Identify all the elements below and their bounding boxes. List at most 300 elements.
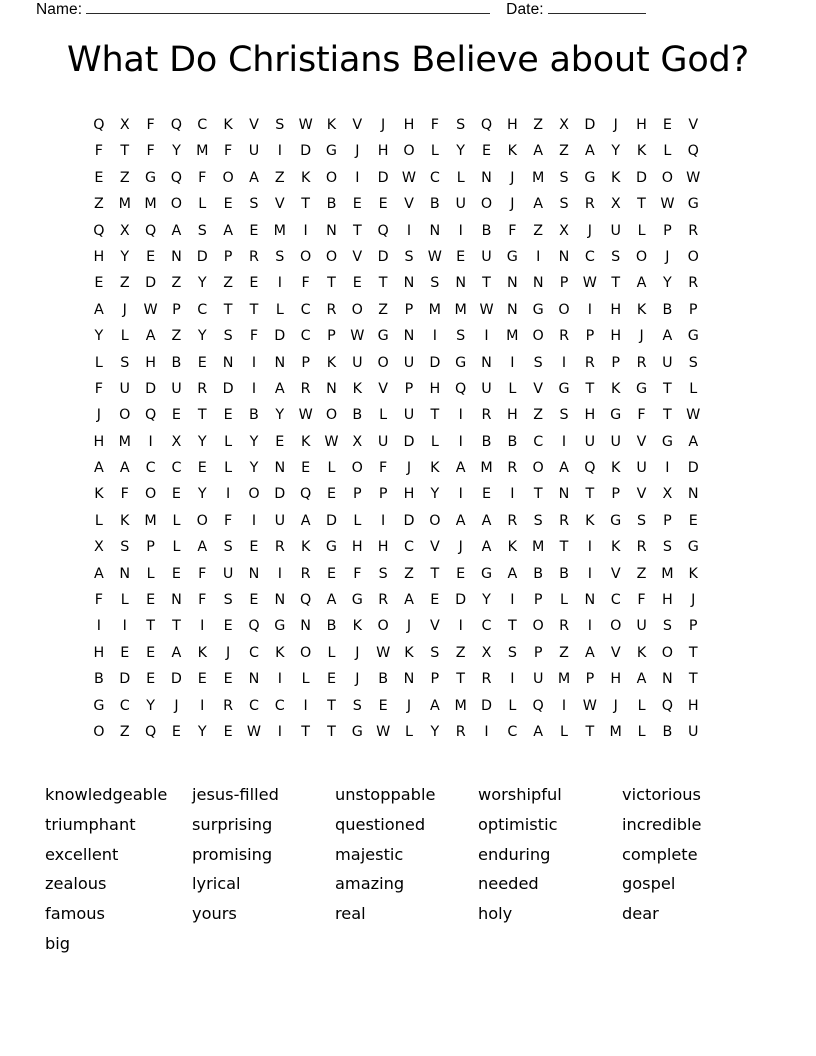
grid-cell[interactable]: P [301, 354, 310, 371]
grid-cell[interactable]: S [559, 407, 569, 424]
grid-cell[interactable]: U [481, 248, 492, 265]
grid-cell[interactable]: V [352, 248, 363, 265]
grid-cell[interactable]: O [429, 512, 441, 529]
grid-cell[interactable]: I [381, 512, 386, 529]
grid-cell[interactable]: D [377, 169, 389, 186]
grid-cell[interactable]: G [687, 328, 699, 345]
grid-cell[interactable] [706, 561, 732, 587]
grid-cell[interactable]: F [223, 512, 233, 529]
grid-cell[interactable]: R [559, 618, 569, 635]
grid-cell[interactable]: D [274, 486, 286, 503]
grid-cell[interactable]: R [636, 539, 647, 556]
grid-cell[interactable]: A [636, 275, 647, 292]
grid-cell[interactable]: P [559, 275, 569, 292]
grid-cell[interactable]: I [303, 697, 308, 714]
grid-cell[interactable]: S [507, 644, 517, 661]
grid-cell[interactable]: O [661, 644, 674, 661]
grid-cell[interactable]: G [532, 301, 544, 318]
grid-cell[interactable]: H [403, 117, 415, 133]
grid-cell[interactable]: Z [559, 143, 569, 160]
grid-cell[interactable]: Q [170, 169, 183, 186]
grid-cell[interactable]: T [456, 671, 466, 688]
grid-cell[interactable]: A [274, 380, 285, 397]
grid-cell[interactable]: K [352, 380, 362, 397]
grid-cell[interactable]: W [143, 301, 158, 318]
grid-cell[interactable]: O [661, 169, 674, 186]
grid-cell[interactable]: W [246, 723, 262, 740]
grid-cell[interactable]: Z [378, 301, 389, 318]
grid-cell[interactable]: R [507, 460, 518, 477]
grid-cell[interactable] [706, 112, 732, 138]
grid-cell[interactable]: G [506, 248, 518, 265]
grid-cell[interactable]: H [687, 697, 699, 714]
grid-cell[interactable]: A [326, 592, 337, 609]
grid-cell[interactable]: I [277, 565, 282, 582]
grid-cell[interactable]: D [481, 697, 493, 714]
grid-cell[interactable]: E [94, 275, 104, 292]
grid-cell[interactable]: C [610, 592, 621, 609]
grid-cell[interactable]: W [324, 433, 339, 450]
grid-cell[interactable]: T [378, 275, 388, 292]
grid-cell[interactable]: R [326, 301, 337, 318]
grid-cell[interactable]: E [456, 565, 466, 582]
grid-cell[interactable] [706, 323, 732, 349]
grid-cell[interactable]: A [171, 222, 182, 239]
grid-cell[interactable]: R [559, 328, 569, 345]
grid-cell[interactable]: B [94, 671, 104, 688]
grid-cell[interactable]: K [611, 539, 621, 556]
grid-cell[interactable]: D [429, 354, 441, 371]
word-list-item[interactable]: yours [192, 904, 237, 924]
grid-cell[interactable] [706, 640, 732, 666]
word-list-item[interactable]: surprising [192, 814, 273, 834]
grid-cell[interactable]: Q [377, 222, 389, 239]
grid-cell[interactable]: F [353, 565, 362, 582]
grid-cell[interactable]: Y [430, 486, 440, 503]
grid-cell[interactable]: K [326, 354, 337, 371]
grid-cell[interactable]: U [610, 433, 621, 450]
word-list-item[interactable]: jesus-filled [192, 785, 279, 804]
word-list-item[interactable]: excellent [45, 844, 119, 864]
grid-cell[interactable]: H [93, 644, 105, 661]
grid-cell[interactable]: A [533, 143, 544, 160]
grid-cell[interactable]: S [352, 697, 362, 714]
grid-cell[interactable]: H [93, 248, 105, 265]
grid-cell[interactable]: Y [197, 486, 207, 503]
grid-cell[interactable]: Y [172, 143, 181, 160]
grid-cell[interactable]: Q [144, 222, 157, 239]
grid-cell[interactable]: Q [144, 407, 157, 424]
grid-cell[interactable]: V [429, 539, 440, 556]
grid-cell[interactable]: E [120, 644, 130, 661]
grid-cell[interactable]: H [377, 539, 389, 556]
grid-cell[interactable]: N [429, 222, 441, 239]
grid-cell[interactable]: J [691, 592, 696, 609]
grid-cell[interactable]: I [561, 433, 567, 450]
grid-cell[interactable]: N [171, 248, 182, 265]
word-list-item[interactable]: majestic [335, 844, 404, 864]
grid-cell[interactable]: V [429, 618, 440, 635]
grid-cell[interactable]: I [432, 328, 437, 345]
grid-cell[interactable]: J [458, 539, 463, 556]
grid-cell[interactable]: N [558, 486, 570, 503]
grid-cell[interactable]: G [325, 143, 338, 160]
grid-cell[interactable]: F [223, 143, 233, 160]
grid-cell[interactable]: L [456, 169, 465, 186]
word-list-item[interactable]: needed [478, 874, 539, 894]
grid-cell[interactable]: C [533, 433, 544, 450]
grid-cell[interactable]: Z [223, 275, 233, 292]
grid-cell[interactable]: N [687, 486, 699, 503]
grid-cell[interactable]: N [455, 275, 467, 292]
grid-cell[interactable]: F [146, 143, 155, 160]
grid-cell[interactable]: K [611, 169, 621, 186]
grid-cell[interactable]: U [636, 460, 647, 477]
grid-cell[interactable]: E [171, 723, 181, 740]
grid-cell[interactable]: I [406, 222, 412, 239]
grid-cell[interactable]: N [481, 169, 492, 186]
grid-cell[interactable]: E [197, 354, 207, 371]
grid-cell[interactable]: T [663, 380, 672, 397]
grid-cell[interactable]: J [381, 117, 386, 133]
word-list-item[interactable]: knowledgeable [45, 785, 168, 804]
grid-cell[interactable]: W [427, 248, 442, 265]
word-list-item[interactable]: complete [622, 844, 698, 864]
grid-cell[interactable]: K [275, 644, 285, 661]
grid-cell[interactable]: B [662, 301, 673, 318]
grid-cell[interactable]: N [403, 328, 415, 345]
grid-cell[interactable]: P [688, 618, 698, 635]
grid-cell[interactable]: J [226, 644, 231, 661]
grid-cell[interactable]: I [251, 512, 257, 529]
grid-cell[interactable]: P [611, 354, 621, 371]
grid-cell[interactable]: T [688, 671, 698, 688]
grid-cell[interactable]: P [688, 301, 698, 318]
grid-cell[interactable]: E [94, 169, 104, 186]
grid-cell[interactable]: G [610, 407, 622, 424]
grid-cell[interactable]: L [560, 723, 569, 740]
grid-cell[interactable]: Q [144, 723, 157, 740]
grid-cell[interactable]: E [481, 486, 492, 503]
grid-cell[interactable]: N [558, 248, 570, 265]
grid-cell[interactable]: V [249, 117, 259, 133]
grid-cell[interactable]: R [197, 380, 208, 397]
grid-cell[interactable]: B [326, 618, 337, 635]
grid-cell[interactable]: R [223, 697, 234, 714]
grid-cell[interactable]: D [300, 143, 312, 160]
grid-cell[interactable]: U [636, 618, 647, 635]
grid-cell[interactable]: M [144, 512, 157, 529]
grid-cell[interactable]: A [533, 196, 544, 213]
grid-cell[interactable]: T [585, 486, 595, 503]
grid-cell[interactable]: T [430, 407, 440, 424]
grid-cell[interactable]: Y [249, 460, 259, 477]
grid-cell[interactable]: E [301, 460, 311, 477]
grid-cell[interactable]: K [352, 618, 362, 635]
grid-cell[interactable]: H [506, 117, 518, 133]
grid-cell[interactable]: A [636, 671, 647, 688]
grid-cell[interactable]: C [197, 117, 208, 133]
grid-cell[interactable]: C [584, 248, 595, 265]
grid-cell[interactable]: I [458, 486, 463, 503]
grid-cell[interactable]: D [222, 380, 234, 397]
grid-cell[interactable]: Q [584, 460, 596, 477]
grid-cell[interactable]: F [637, 592, 646, 609]
grid-cell[interactable]: K [223, 117, 233, 133]
grid-cell[interactable]: L [663, 143, 672, 160]
grid-cell[interactable]: B [559, 565, 569, 582]
grid-cell[interactable]: A [429, 697, 440, 714]
word-list-item[interactable]: promising [192, 844, 273, 864]
grid-cell[interactable]: O [300, 248, 312, 265]
grid-cell[interactable]: T [327, 275, 336, 292]
grid-cell[interactable]: S [637, 512, 647, 529]
word-list-item[interactable]: amazing [335, 874, 405, 894]
grid-cell[interactable]: M [532, 169, 545, 186]
grid-cell[interactable]: K [507, 143, 518, 160]
grid-cell[interactable]: H [145, 354, 156, 371]
grid-cell[interactable]: O [144, 486, 157, 503]
grid-cell[interactable]: F [301, 275, 310, 292]
grid-cell[interactable] [706, 666, 732, 692]
grid-cell[interactable]: Y [197, 433, 207, 450]
grid-cell[interactable]: A [249, 169, 259, 186]
grid-cell[interactable]: J [406, 460, 412, 477]
grid-cell[interactable]: N [403, 275, 415, 292]
grid-cell[interactable]: H [610, 301, 622, 318]
grid-cell[interactable]: C [171, 460, 182, 477]
grid-cell[interactable]: A [94, 565, 104, 582]
grid-cell[interactable]: E [249, 539, 259, 556]
grid-cell[interactable]: E [326, 671, 336, 688]
grid-cell[interactable]: P [223, 248, 233, 265]
grid-cell[interactable]: R [300, 380, 311, 397]
grid-cell[interactable]: B [249, 407, 259, 424]
grid-cell[interactable]: M [196, 143, 209, 160]
grid-cell[interactable]: J [510, 196, 515, 213]
grid-cell[interactable]: U [688, 723, 699, 740]
grid-cell[interactable]: D [145, 275, 157, 292]
grid-cell[interactable]: J [665, 248, 670, 265]
grid-cell[interactable] [706, 534, 732, 560]
grid-cell[interactable]: L [689, 380, 698, 397]
grid-cell[interactable]: B [171, 354, 182, 371]
grid-cell[interactable]: L [637, 222, 646, 239]
grid-cell[interactable]: P [353, 486, 362, 503]
grid-cell[interactable]: H [429, 380, 441, 397]
grid-cell[interactable]: A [404, 592, 414, 609]
grid-cell[interactable]: I [561, 354, 567, 371]
grid-cell[interactable]: P [611, 486, 621, 503]
grid-cell[interactable]: D [119, 671, 131, 688]
grid-cell[interactable]: D [636, 169, 648, 186]
word-list-item[interactable]: questioned [335, 814, 426, 834]
grid-cell[interactable]: I [148, 433, 153, 450]
grid-cell[interactable]: H [403, 486, 415, 503]
grid-cell[interactable]: L [172, 512, 181, 529]
grid-cell[interactable]: S [662, 618, 672, 635]
grid-cell[interactable]: J [613, 117, 618, 133]
grid-cell[interactable]: Z [119, 723, 130, 740]
grid-cell[interactable]: W [686, 407, 701, 424]
grid-cell[interactable]: E [378, 196, 388, 213]
grid-cell[interactable]: U [248, 143, 260, 160]
grid-cell[interactable]: E [378, 697, 388, 714]
grid-cell[interactable]: C [300, 328, 311, 345]
grid-cell[interactable]: T [172, 618, 181, 635]
grid-cell[interactable]: N [326, 222, 337, 239]
grid-cell[interactable]: G [584, 169, 596, 186]
grid-cell[interactable] [706, 402, 732, 428]
grid-cell[interactable]: R [481, 671, 492, 688]
grid-cell[interactable]: W [582, 697, 597, 714]
grid-cell[interactable]: F [198, 565, 207, 582]
grid-cell[interactable]: K [611, 380, 621, 397]
grid-cell[interactable]: F [508, 222, 517, 239]
grid-cell[interactable]: M [454, 697, 467, 714]
grid-cell[interactable]: E [352, 275, 362, 292]
grid-cell[interactable]: Y [120, 248, 130, 265]
grid-cell[interactable]: Q [532, 697, 544, 714]
grid-cell[interactable]: A [455, 512, 466, 529]
grid-cell[interactable]: M [557, 671, 571, 688]
grid-cell[interactable]: I [277, 671, 282, 688]
grid-cell[interactable]: S [223, 592, 233, 609]
grid-cell[interactable]: O [119, 407, 131, 424]
grid-cell[interactable] [706, 587, 732, 613]
grid-cell[interactable]: Y [456, 143, 466, 160]
grid-cell[interactable]: X [119, 117, 130, 133]
grid-cell[interactable]: L [560, 592, 569, 609]
grid-cell[interactable]: T [663, 407, 672, 424]
grid-cell[interactable]: R [378, 592, 389, 609]
grid-cell[interactable]: S [611, 248, 621, 265]
grid-cell[interactable]: Y [663, 275, 672, 292]
grid-cell[interactable]: U [222, 565, 234, 582]
grid-cell[interactable]: D [145, 380, 157, 397]
grid-cell[interactable]: R [688, 275, 699, 292]
grid-cell[interactable]: M [480, 460, 493, 477]
grid-cell[interactable]: Y [197, 328, 207, 345]
grid-cell[interactable]: G [661, 433, 673, 450]
grid-cell[interactable]: T [507, 618, 517, 635]
grid-cell[interactable]: W [582, 275, 597, 292]
grid-cell[interactable]: Q [300, 592, 312, 609]
grid-cell[interactable]: G [274, 618, 286, 635]
grid-cell[interactable]: W [479, 301, 494, 318]
grid-cell[interactable]: O [325, 248, 338, 265]
grid-cell[interactable]: F [146, 117, 155, 133]
word-list-item[interactable]: real [335, 904, 366, 924]
grid-cell[interactable] [706, 138, 732, 164]
word-list-item[interactable]: worshipful [478, 785, 562, 804]
grid-cell[interactable]: E [249, 592, 259, 609]
grid-cell[interactable]: E [146, 248, 156, 265]
grid-cell[interactable]: I [96, 618, 102, 635]
grid-cell[interactable]: R [481, 407, 492, 424]
grid-cell[interactable]: I [458, 433, 463, 450]
grid-cell[interactable]: N [532, 275, 544, 292]
grid-cell[interactable]: Q [300, 486, 312, 503]
grid-cell[interactable]: N [507, 275, 518, 292]
word-list-item[interactable]: zealous [45, 874, 107, 894]
grid-cell[interactable]: I [458, 222, 463, 239]
grid-cell[interactable]: A [662, 328, 673, 345]
grid-cell[interactable]: E [249, 222, 259, 239]
grid-cell[interactable]: A [533, 723, 544, 740]
grid-cell[interactable]: B [507, 433, 518, 450]
grid-cell[interactable] [706, 244, 732, 270]
grid-cell[interactable]: U [610, 222, 621, 239]
grid-cell[interactable]: T [301, 723, 310, 740]
grid-cell[interactable]: A [171, 644, 182, 661]
grid-cell[interactable]: J [174, 697, 179, 714]
grid-cell[interactable]: O [403, 143, 415, 160]
grid-cell[interactable]: L [637, 697, 646, 714]
grid-cell[interactable]: P [404, 301, 414, 318]
grid-cell[interactable]: S [223, 539, 233, 556]
grid-cell[interactable]: N [171, 592, 182, 609]
grid-cell[interactable] [706, 191, 732, 217]
grid-cell[interactable]: L [508, 380, 517, 397]
grid-cell[interactable]: T [688, 644, 698, 661]
grid-cell[interactable]: U [119, 380, 130, 397]
grid-cell[interactable] [706, 693, 732, 719]
grid-cell[interactable]: U [481, 380, 492, 397]
grid-cell[interactable]: W [298, 407, 313, 424]
grid-cell[interactable]: L [405, 723, 413, 740]
grid-cell[interactable]: G [351, 723, 363, 740]
grid-cell[interactable]: J [355, 671, 360, 688]
grid-cell[interactable] [706, 455, 732, 481]
word-list-item[interactable]: famous [45, 904, 105, 924]
grid-cell[interactable]: S [533, 354, 543, 371]
grid-cell[interactable]: O [248, 486, 260, 503]
grid-cell[interactable]: U [455, 196, 466, 213]
grid-cell[interactable]: N [274, 354, 286, 371]
grid-cell[interactable]: E [430, 592, 440, 609]
grid-cell[interactable]: A [584, 644, 595, 661]
grid-cell[interactable]: H [662, 592, 673, 609]
grid-cell[interactable]: T [146, 618, 155, 635]
grid-cell[interactable]: K [326, 117, 337, 133]
grid-cell[interactable]: O [196, 512, 208, 529]
grid-cell[interactable]: N [119, 565, 131, 582]
grid-cell[interactable]: K [197, 644, 207, 661]
grid-cell[interactable]: L [172, 539, 181, 556]
grid-cell[interactable]: R [584, 354, 595, 371]
grid-cell[interactable]: A [197, 539, 208, 556]
grid-cell[interactable]: O [558, 301, 570, 318]
grid-cell[interactable]: A [507, 565, 518, 582]
grid-cell[interactable]: S [404, 248, 414, 265]
grid-cell[interactable]: K [300, 169, 311, 186]
grid-cell[interactable]: T [249, 301, 259, 318]
grid-cell[interactable]: B [378, 671, 389, 688]
grid-cell[interactable]: A [145, 328, 156, 345]
grid-cell[interactable]: L [120, 328, 129, 345]
grid-cell[interactable]: K [585, 512, 595, 529]
grid-cell[interactable]: O [351, 301, 363, 318]
grid-cell[interactable]: P [663, 512, 672, 529]
word-list-item[interactable]: big [45, 933, 71, 953]
grid-cell[interactable]: X [559, 117, 569, 133]
grid-cell[interactable]: K [636, 644, 647, 661]
grid-cell[interactable]: Q [480, 117, 493, 133]
grid-cell[interactable]: T [327, 723, 336, 740]
grid-cell[interactable]: C [481, 618, 492, 635]
grid-cell[interactable]: M [144, 196, 157, 213]
